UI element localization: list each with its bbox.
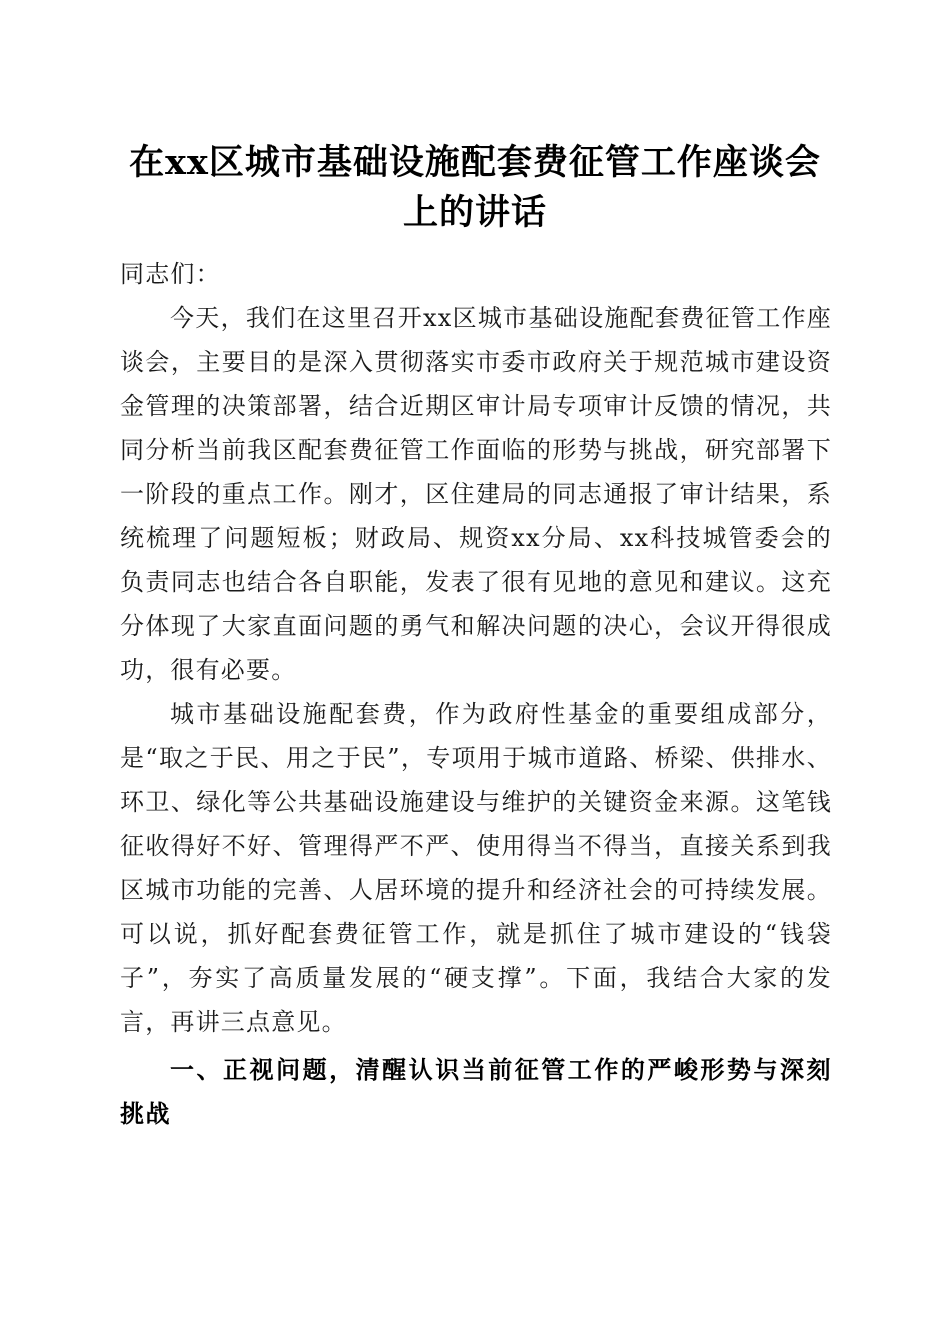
paragraph-significance: 城市基础设施配套费，作为政府性基金的重要组成部分，是“取之于民、用之于民”，专项用于城市道路、桥梁、供排水、环卫、绿化等公共基础设施建设与维护的关键资金来源。这笔钱征收得好不好、管理得严不严、使用得当不得当，直接关系到我区城市功能的完善、人居环境的提升和经济社会的可持续发展。可以说，抓好配套费征管工作，就是抓住了城市建设的“钱袋子”，夯实了高质量发展的“硬支撑”。下面，我结合大家的发言，再讲三点意见。 (120, 700, 832, 1036)
salutation: 同志们： (120, 260, 221, 288)
title-line-2: 上的讲话 (402, 192, 547, 233)
document-title (110, 138, 840, 238)
document-body (120, 252, 832, 1136)
paragraph-intro: 今天，我们在这里召开xx区城市基础设施配套费征管工作座谈会，主要目的是深入贯彻落实市委市政府关于规范城市建设资金管理的决策部署，结合近期区审计局专项审计反馈的情况，共同分析当前我区配套费征管工作面临的形势与挑战，研究部署下一阶段的重点工作。刚才，区住建局的同志通报了审计结果，系统梳理了问题短板；财政局、规资xx分局、xx科技城管委会的负责同志也结合各自职能，发表了很有见地的意见和建议。这充分体现了大家直面问题的勇气和解决问题的决心，会议开得很成功，很有必要。 (120, 304, 832, 684)
section-heading-1: 一、正视问题，清醒认识当前征管工作的严峻形势与深刻挑战 (120, 1056, 832, 1128)
title-line-1: 在xx区城市基础设施配套费征管工作座谈会 (129, 142, 821, 183)
